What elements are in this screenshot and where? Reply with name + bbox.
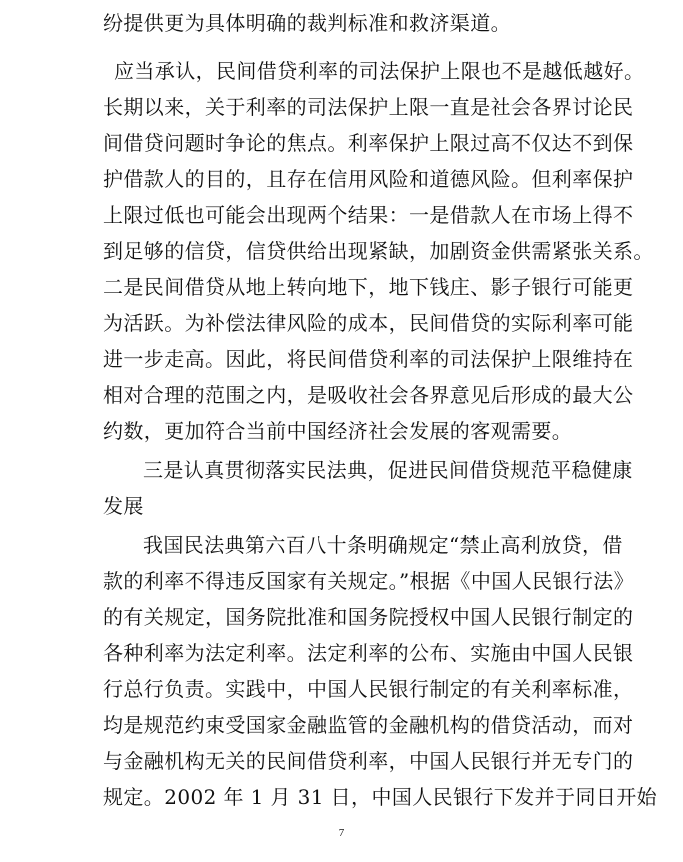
text-line: 规定。2002 年 1 月 31 日，中国人民银行下发并于同日开始 <box>103 785 658 809</box>
section-heading: 发展 <box>103 494 144 518</box>
text-line: 纷提供更为具体明确的裁判标准和救济渠道。 <box>103 11 511 35</box>
text-line: 与金融机构无关的民间借贷利率，中国人民银行并无专门的 <box>103 749 634 773</box>
section-heading: 三是认真贯彻落实民法典，促进民间借贷规范平稳健康 <box>143 458 633 482</box>
text-line: 各种利率为法定利率。法定利率的公布、实施由中国人民银 <box>103 641 634 665</box>
text-line: 我国民法典第六百八十条明确规定“禁止高利放贷，借 <box>143 533 623 557</box>
text-line: 进一步走高。因此，将民间借贷利率的司法保护上限维持在 <box>103 347 634 371</box>
text-line: 的有关规定，国务院批准和国务院授权中国人民银行制定的 <box>103 605 634 629</box>
text-line: 相对合理的范围之内，是吸收社会各界意见后形成的最大公 <box>103 383 634 407</box>
text-line: 间借贷问题时争论的焦点。利率保护上限过高不仅达不到保 <box>103 131 634 155</box>
page-number: 7 <box>338 827 345 839</box>
text-line: 上限过低也可能会出现两个结果：一是借款人在市场上得不 <box>103 203 634 227</box>
text-line: 约数，更加符合当前中国经济社会发展的客观需要。 <box>103 419 573 443</box>
text-line: 护借款人的目的，且存在信用风险和道德风险。但利率保护 <box>103 167 634 191</box>
text-line: 均是规范约束受国家金融监管的金融机构的借贷活动，而对 <box>103 713 634 737</box>
text-line: 为活跃。为补偿法律风险的成本，民间借贷的实际利率可能 <box>103 311 634 335</box>
text-line: 到足够的信贷，信贷供给出现紧缺，加剧资金供需紧张关系。 <box>103 239 654 263</box>
text-line: 款的利率不得违反国家有关规定。”根据《中国人民银行法》 <box>103 569 635 593</box>
text-line: 长期以来，关于利率的司法保护上限一直是社会各界讨论民 <box>103 95 634 119</box>
text-line: 二是民间借贷从地上转向地下，地下钱庄、影子银行可能更 <box>103 275 634 299</box>
text-line: 应当承认，民间借贷利率的司法保护上限也不是越低越好。 <box>114 59 645 83</box>
text-line: 行总行负责。实践中，中国人民银行制定的有关利率标准， <box>103 677 634 701</box>
